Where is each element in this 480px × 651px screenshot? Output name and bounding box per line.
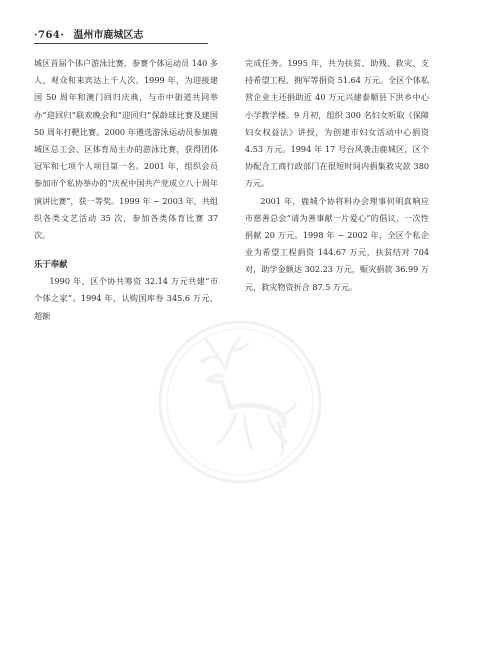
left-paragraph-1: 城区首届个体户游泳比赛，参赛个体运动员 140 多人，观众和来宾达上千人次。1999 年，为迎接建国 50 周年和澳门回归庆典，与市中街道共同举办“迎回归”联欢晚会和“迎回归”保龄球比赛及建国 50 周年打靶比赛。2000 年遴选游泳运动员参加鹿城区总工会、区体育局主办的游泳比赛，获得团体冠军和七项个人项目第一名。2001 年，组织会员参加市个私协举办的“庆祝中国共产党成立八十周年演讲比赛”，获一等奖。1999 年 ~ 2003 年，共组织各类文艺活动 35 次，参加各类体育比赛 37 次。 xyxy=(34,58,218,241)
right-paragraph-2: 2001 年，鹿城个协将料办会理事何明真响应市慈善总会“请为善事献一片爱心”的倡议，一次性捐献 20 万元。1998 年 ~ 2002 年，全区个私企业为希望工程捐资 144.67 万元，扶贫结对 704 对，助学金额达 302.23 万元，赈灾捐款 36.99 万元，救灾物资折合 87.5 万元。 xyxy=(245,195,429,292)
right-paragraph-1: 完成任务。1995 年，共为扶贫、助残、救灾、支持希望工程、拥军等捐资 51.64 万元。全区个体私营企业主还捐助近 40 万元兴建泰顺县下洪乡中心小学教学楼。9 月初，组织 300 名妇女听取《保障妇女权益法》讲授，为创建市妇女活动中心捐资 4.53 万元。1994 年 17 号台风袭击鹿城区，区个协配合工商行政部门在很短时间内捐集救灾款 380 万元。 xyxy=(245,58,429,189)
left-column xyxy=(34,55,218,325)
section-heading: 乐于奉献 xyxy=(34,259,68,270)
right-column xyxy=(245,55,429,296)
deer-emblem-icon xyxy=(156,318,324,486)
left-paragraph-2: 1990 年，区个协共筹资 32.14 万元共建“市个体之家”。1994 年，认购国库券 345.6 万元，超额 xyxy=(34,276,218,321)
page-number: ·764· xyxy=(34,30,65,41)
page-header xyxy=(34,23,208,43)
header-rule xyxy=(34,43,208,44)
book-title: 温州市鹿城区志 xyxy=(73,30,144,41)
